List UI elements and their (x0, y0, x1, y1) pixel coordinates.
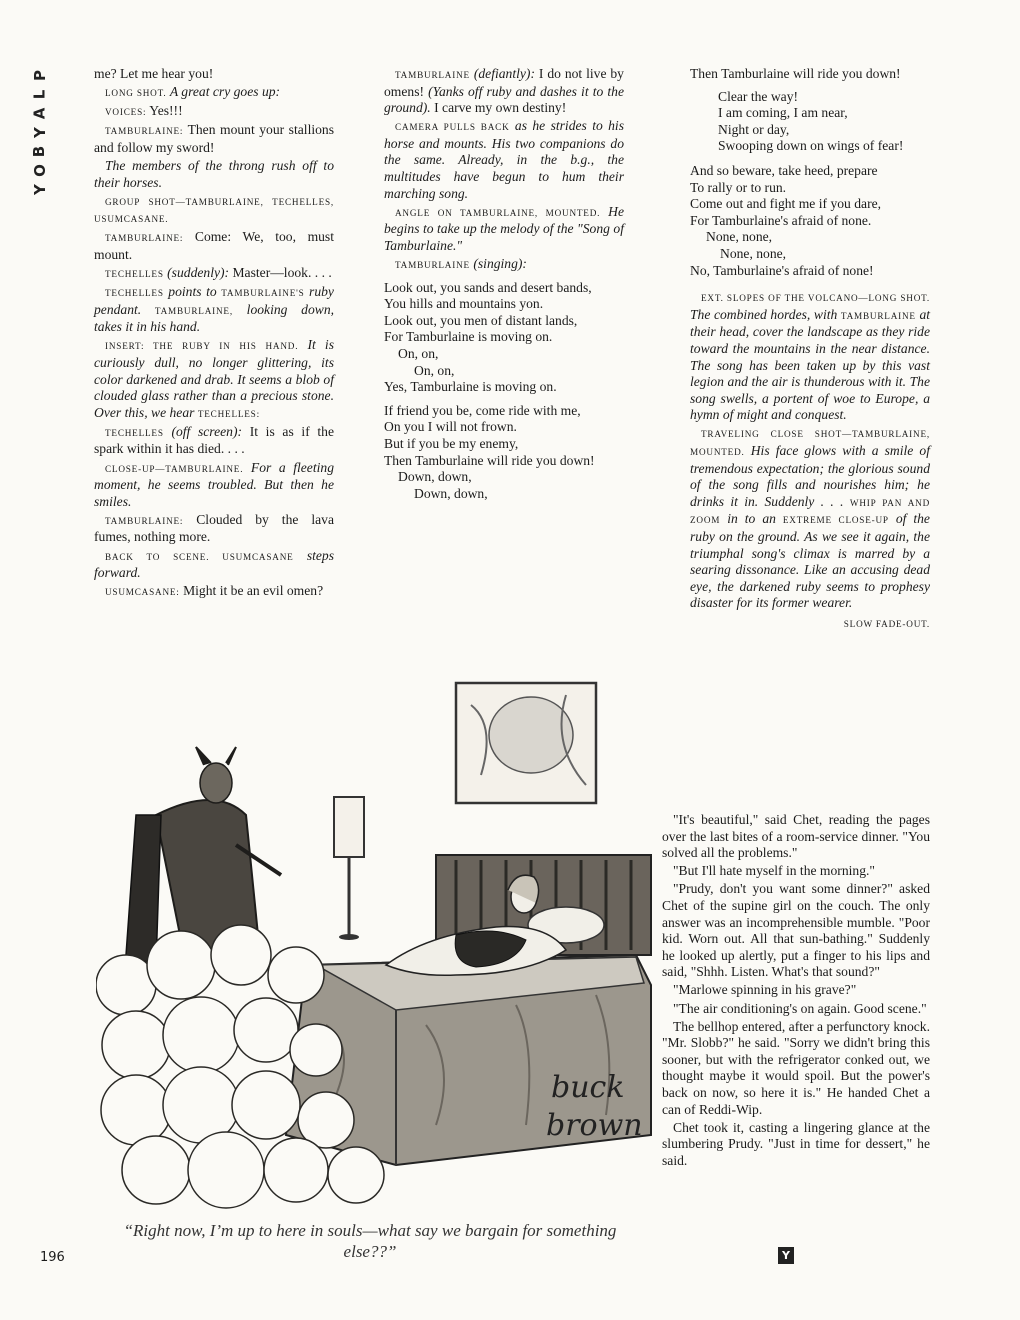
paragraph: ANGLE ON TAMBURLAINE, MOUNTED. He begins to take up the melody of the "Song of Tamburlaine." (384, 203, 624, 253)
masthead-letter: Y (30, 127, 49, 138)
signature-line-2: brown (546, 1108, 643, 1143)
lyric-line: Come out and fight me if you dare, (690, 196, 882, 212)
paragraph: TAMBURLAINE: Then mount your stallions and follow my sword! (94, 122, 335, 155)
lyric-line: Look out, you men of distant lands, (384, 312, 578, 328)
paragraph: LONG SHOT. A great cry goes up: (105, 84, 281, 100)
cartoon-illustration (96, 665, 656, 1215)
fade-out-direction: SLOW FADE-OUT. (843, 618, 930, 629)
lyric-line: Then Tamburlaine will ride you down! (384, 452, 595, 468)
paragraph: TECHELLES points to TAMBURLAINE'S ruby pendant. TAMBURLAINE, looking down, takes it in his hand. (94, 284, 335, 335)
magazine-masthead (28, 66, 52, 199)
masthead-letter: P (30, 70, 49, 81)
lyric-line: I am coming, I am near, (718, 105, 848, 121)
lyric-line: Look out, you sands and desert bands, (384, 279, 592, 295)
page-number: 196 (40, 1250, 65, 1265)
paragraph: me? Let me hear you! (94, 66, 214, 81)
lyric-line: On you I will not frown. (384, 419, 517, 435)
lyric-line: To rally or to run. (690, 179, 787, 195)
end-of-article-mark: Y (778, 1247, 794, 1264)
lyric-line: For Tamburlaine is moving on. (384, 329, 553, 345)
song-lyrics (384, 280, 624, 503)
lyric-line: Swooping down on wings of fear! (718, 138, 904, 154)
masthead-letter: Y (30, 184, 49, 195)
lyric-line: But if you be my enemy, (384, 435, 519, 451)
lyric-line: You hills and mountains yon. (384, 296, 544, 312)
paragraph: CAMERA PULLS BACK as he strides to his horse and mounts. His two companions do the same. Already, in the b.g., the multitudes have begun to hum their marching song. (384, 118, 624, 201)
lyric-line: For Tamburlaine's afraid of none. (690, 212, 872, 228)
paragraph: TECHELLES (off screen): It is as if the spark within it has died. . . . (94, 423, 335, 457)
lyric-line: Night or day, (718, 121, 790, 137)
lyric-line: And so beware, take heed, prepare (690, 162, 878, 178)
paragraph: GROUP SHOT—TAMBURLAINE, TECHELLES, USUMCASANE. (94, 196, 334, 225)
paragraph: TAMBURLAINE: Clouded by the lava fumes, nothing more. (94, 511, 334, 545)
paragraph: The bellhop entered, after a perfunctory knock. "Mr. Slobb?" he said. "Sorry we didn't bring this sooner, but with the refrigerator conked out, we thought maybe it would spoil. But the power's back on now, so here it is." He handed Chet a can of Reddi-Wip. (662, 1018, 930, 1117)
song-lyrics-continued (690, 66, 930, 83)
lyric-line: None, none, (720, 245, 787, 261)
paragraph: CLOSE-UP—TAMBURLAINE. For a fleeting moment, he seems troubled. But then he smiles. (94, 459, 334, 509)
column-2 (384, 66, 624, 508)
lyric-line: On, on, (398, 346, 439, 361)
lyric-line: If friend you be, come ride with me, (384, 402, 581, 418)
signature-line-1: buck (551, 1070, 625, 1105)
lyric-line: Down, down, (414, 485, 488, 501)
paragraph: Chet took it, casting a lingering glance at the slumbering Prudy. "Just in time for dessert," he said. (662, 1119, 930, 1168)
paragraph: USUMCASANE: Might it be an evil omen? (105, 583, 324, 599)
paragraph: "The air conditioning's on again. Good scene." (673, 1000, 927, 1016)
paragraph: TAMBURLAINE: Come: We, too, must mount. (94, 229, 335, 262)
masthead-letter: B (30, 145, 49, 158)
masthead-letter: O (30, 164, 49, 177)
cartoon-caption: “Right now, I’m up to here in souls—what say we bargain for something else??” (123, 1221, 617, 1261)
lamp (334, 797, 364, 940)
lyric-line: Down, down, (398, 469, 472, 485)
paragraph: BACK TO SCENE. USUMCASANE steps forward. (94, 547, 334, 581)
paragraph: EXT. SLOPES OF THE VOLCANO—LONG SHOT. The combined hordes, with TAMBURLAINE at their head, cover the landscape as they ride toward the mountains in the near distance. The song has been taken up by this vast legion and the air is thunderous with it. The song swells, a portent of woe to Europe, a hymn of might and conquest. (690, 293, 931, 423)
paragraph: INSERT: THE RUBY IN HIS HAND. It is curiously dull, no longer glittering, its color darkened and drab. It seems a blob of clouded glass rather than a precious stone. Over this, we hear TECHELLES: (94, 337, 334, 420)
song-stanza (690, 89, 930, 155)
paragraph: "It's beautiful," said Chet, reading the pages over the last bites of a room-service dinner. "You solved all the problems." (662, 812, 930, 861)
lyric-line: No, Tamburlaine's afraid of none! (690, 262, 874, 278)
paragraph: "Prudy, don't you want some dinner?" asked Chet of the supine girl on the couch. The only answer was an incomprehensible mumble. "Poor kid. Worn out. All that sun-bathing." Suddenly he looked up alertly, put a finger to his lips and said, "Shhh. Listen. What's that sound?" (662, 881, 930, 980)
story-prose (662, 812, 930, 1171)
column-3 (690, 66, 930, 641)
masthead-letter: L (30, 89, 49, 100)
lyric-line: None, none, (706, 229, 773, 245)
column-1 (94, 66, 334, 602)
lyric-line: Yes, Tamburlaine is moving on. (384, 379, 557, 395)
paragraph: VOICES: Yes!!! (105, 103, 183, 119)
paragraph: TAMBURLAINE (singing): (395, 256, 527, 272)
masthead-letter: A (30, 107, 49, 120)
song-lyrics-final (690, 163, 930, 279)
lyric-line: On, on, (414, 362, 455, 378)
paragraph: The members of the throng rush off to their horses. (94, 157, 334, 190)
paragraph: TAMBURLAINE (defiantly): I do not live by omens! (Yanks off ruby and dashes it to the ground). I carve my own destiny! (384, 66, 624, 116)
paragraph: "Marlowe spinning in his grave?" (673, 982, 857, 998)
lyric-line: Clear the way! (718, 88, 799, 104)
paragraph: TRAVELING CLOSE SHOT—TAMBURLAINE, MOUNTED. His face glows with a smile of tremendous expectation; the glorious sound of the song fills and nourishes him; he drinks it in. Suddenly . . . WHIP PAN AND ZOOM in to an EXTREME CLOSE-UP of the ruby on the ground. As we see it again, the triumphal song's climax is marred by a searing dissonance. Like an accusing dead eye, the darkened ruby seems to prophesy disaster for its former wearer. (690, 429, 930, 611)
wall-painting (456, 683, 596, 803)
paragraph: TECHELLES (suddenly): Master—look. . . . (105, 265, 332, 281)
paragraph: "But I'll hate myself in the morning." (673, 863, 875, 879)
lyric-line: Then Tamburlaine will ride you down! (690, 66, 901, 81)
